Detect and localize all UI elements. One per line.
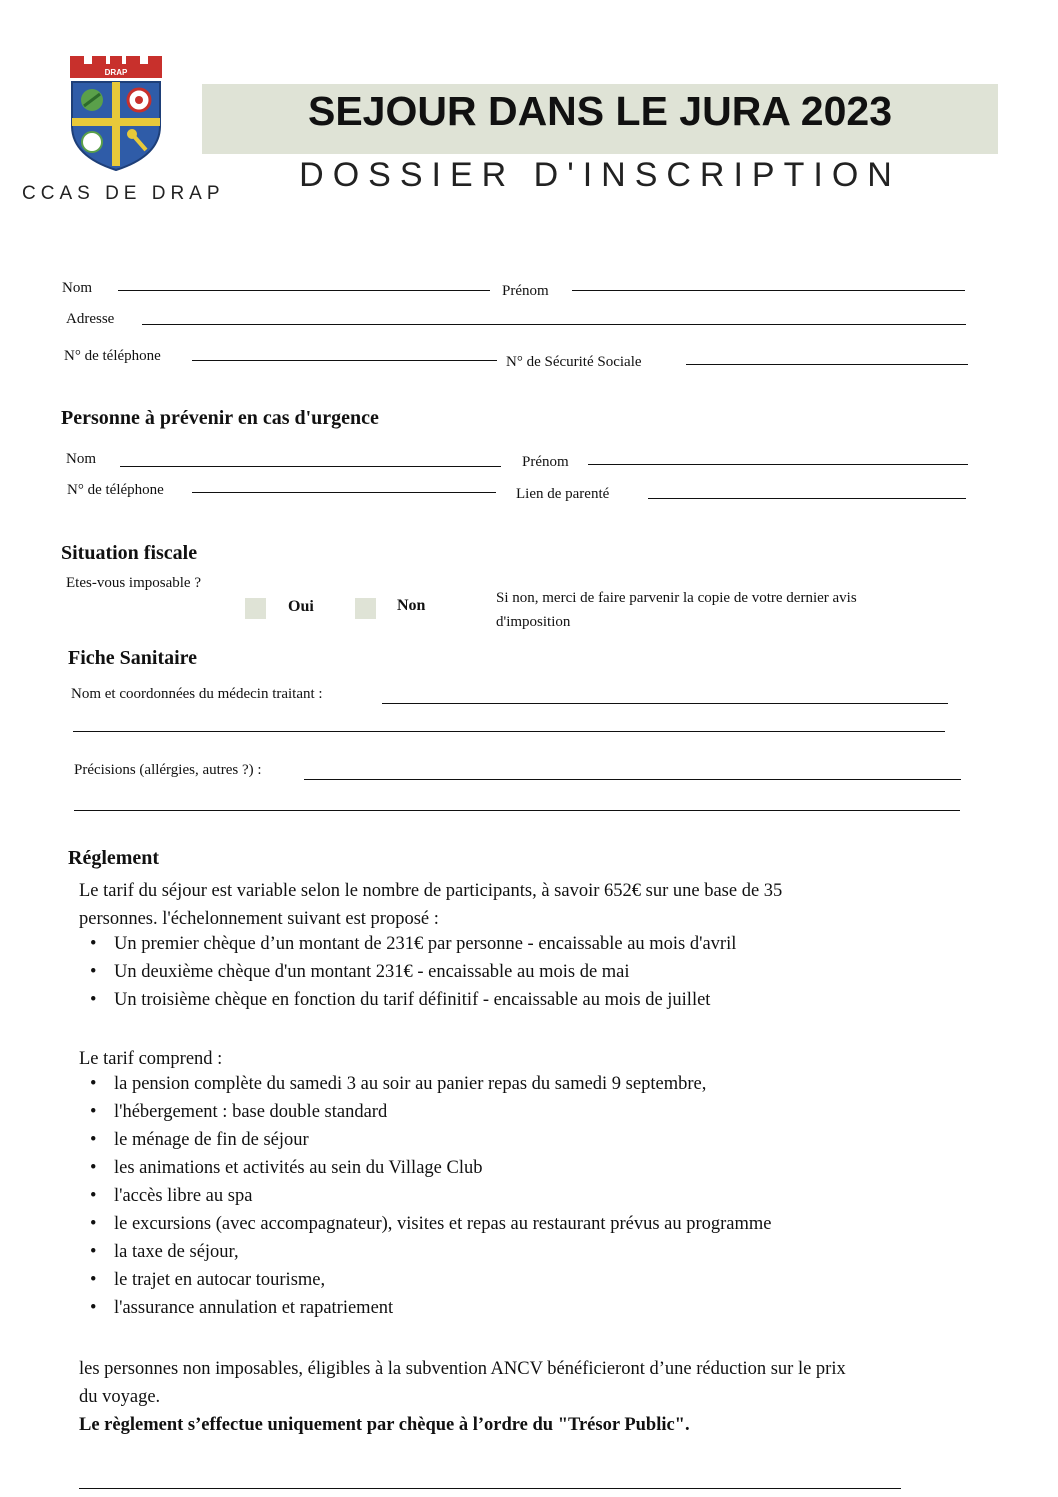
label-prenom: Prénom: [502, 283, 549, 299]
label-telephone: N° de téléphone: [64, 348, 161, 364]
field-urgence-nom[interactable]: [120, 466, 501, 467]
heading-sanitaire: Fiche Sanitaire: [68, 647, 198, 669]
field-medecin[interactable]: [382, 703, 948, 704]
field-secu[interactable]: [686, 364, 968, 365]
field-precisions[interactable]: [304, 779, 961, 780]
heading-urgence: Personne à prévenir en cas d'urgence: [61, 407, 379, 429]
field-adresse[interactable]: [142, 324, 966, 325]
heading-fiscal: Situation fiscale: [61, 542, 198, 564]
checkbox-oui[interactable]: [245, 598, 266, 619]
paiement-note: Le règlement s’effectue uniquement par chèque à l’ordre du "Trésor Public".: [79, 1415, 690, 1435]
label-nom: Nom: [62, 280, 92, 296]
label-urgence-prenom: Prénom: [522, 454, 569, 470]
reglement-intro-line1: Le tarif du séjour est variable selon le nombre de participants, à savoir 652€ sur une base de 35: [79, 881, 783, 901]
ancv-line1: les personnes non imposables, éligibles à la subvention ANCV bénéficieront d’une réduction sur le prix: [79, 1359, 846, 1379]
checkbox-non[interactable]: [355, 598, 376, 619]
fiscal-note-line1: Si non, merci de faire parvenir la copie de votre dernier avis: [496, 590, 857, 606]
crest-text: DRAP: [104, 68, 128, 77]
field-lien-parente[interactable]: [648, 498, 966, 499]
label-precisions: Précisions (allérgies, autres ?) :: [74, 762, 262, 778]
organization-name: CCAS DE DRAP: [22, 183, 225, 204]
label-urgence-nom: Nom: [66, 451, 96, 467]
field-urgence-telephone[interactable]: [192, 492, 496, 493]
ancv-line2: du voyage.: [79, 1387, 161, 1407]
label-secu: N° de Sécurité Sociale: [506, 354, 642, 370]
label-urgence-telephone: N° de téléphone: [67, 482, 164, 498]
page-subtitle: DOSSIER D'INSCRIPTION: [299, 156, 901, 194]
label-lien-parente: Lien de parenté: [516, 486, 610, 502]
label-non: Non: [397, 597, 426, 614]
tarif-comprend: Le tarif comprend :: [79, 1049, 223, 1069]
field-telephone[interactable]: [192, 360, 497, 361]
signature-line[interactable]: [79, 1488, 901, 1489]
field-nom[interactable]: [118, 290, 490, 291]
label-medecin: Nom et coordonnées du médecin traitant :: [71, 686, 323, 702]
page-title: SEJOUR DANS LE JURA 2023: [307, 88, 893, 134]
field-medecin-line2[interactable]: [73, 731, 945, 732]
label-imposable: Etes-vous imposable ?: [66, 575, 201, 591]
field-prenom[interactable]: [572, 290, 965, 291]
label-adresse: Adresse: [66, 311, 115, 327]
field-precisions-line2[interactable]: [74, 810, 960, 811]
label-oui: Oui: [288, 598, 314, 615]
heading-reglement: Réglement: [68, 847, 160, 869]
ccas-crest-logo: [66, 56, 166, 174]
reglement-intro-line2: personnes. l'échelonnement suivant est proposé :: [79, 909, 439, 929]
fiscal-note-line2: d'imposition: [496, 614, 571, 630]
field-urgence-prenom[interactable]: [588, 464, 968, 465]
